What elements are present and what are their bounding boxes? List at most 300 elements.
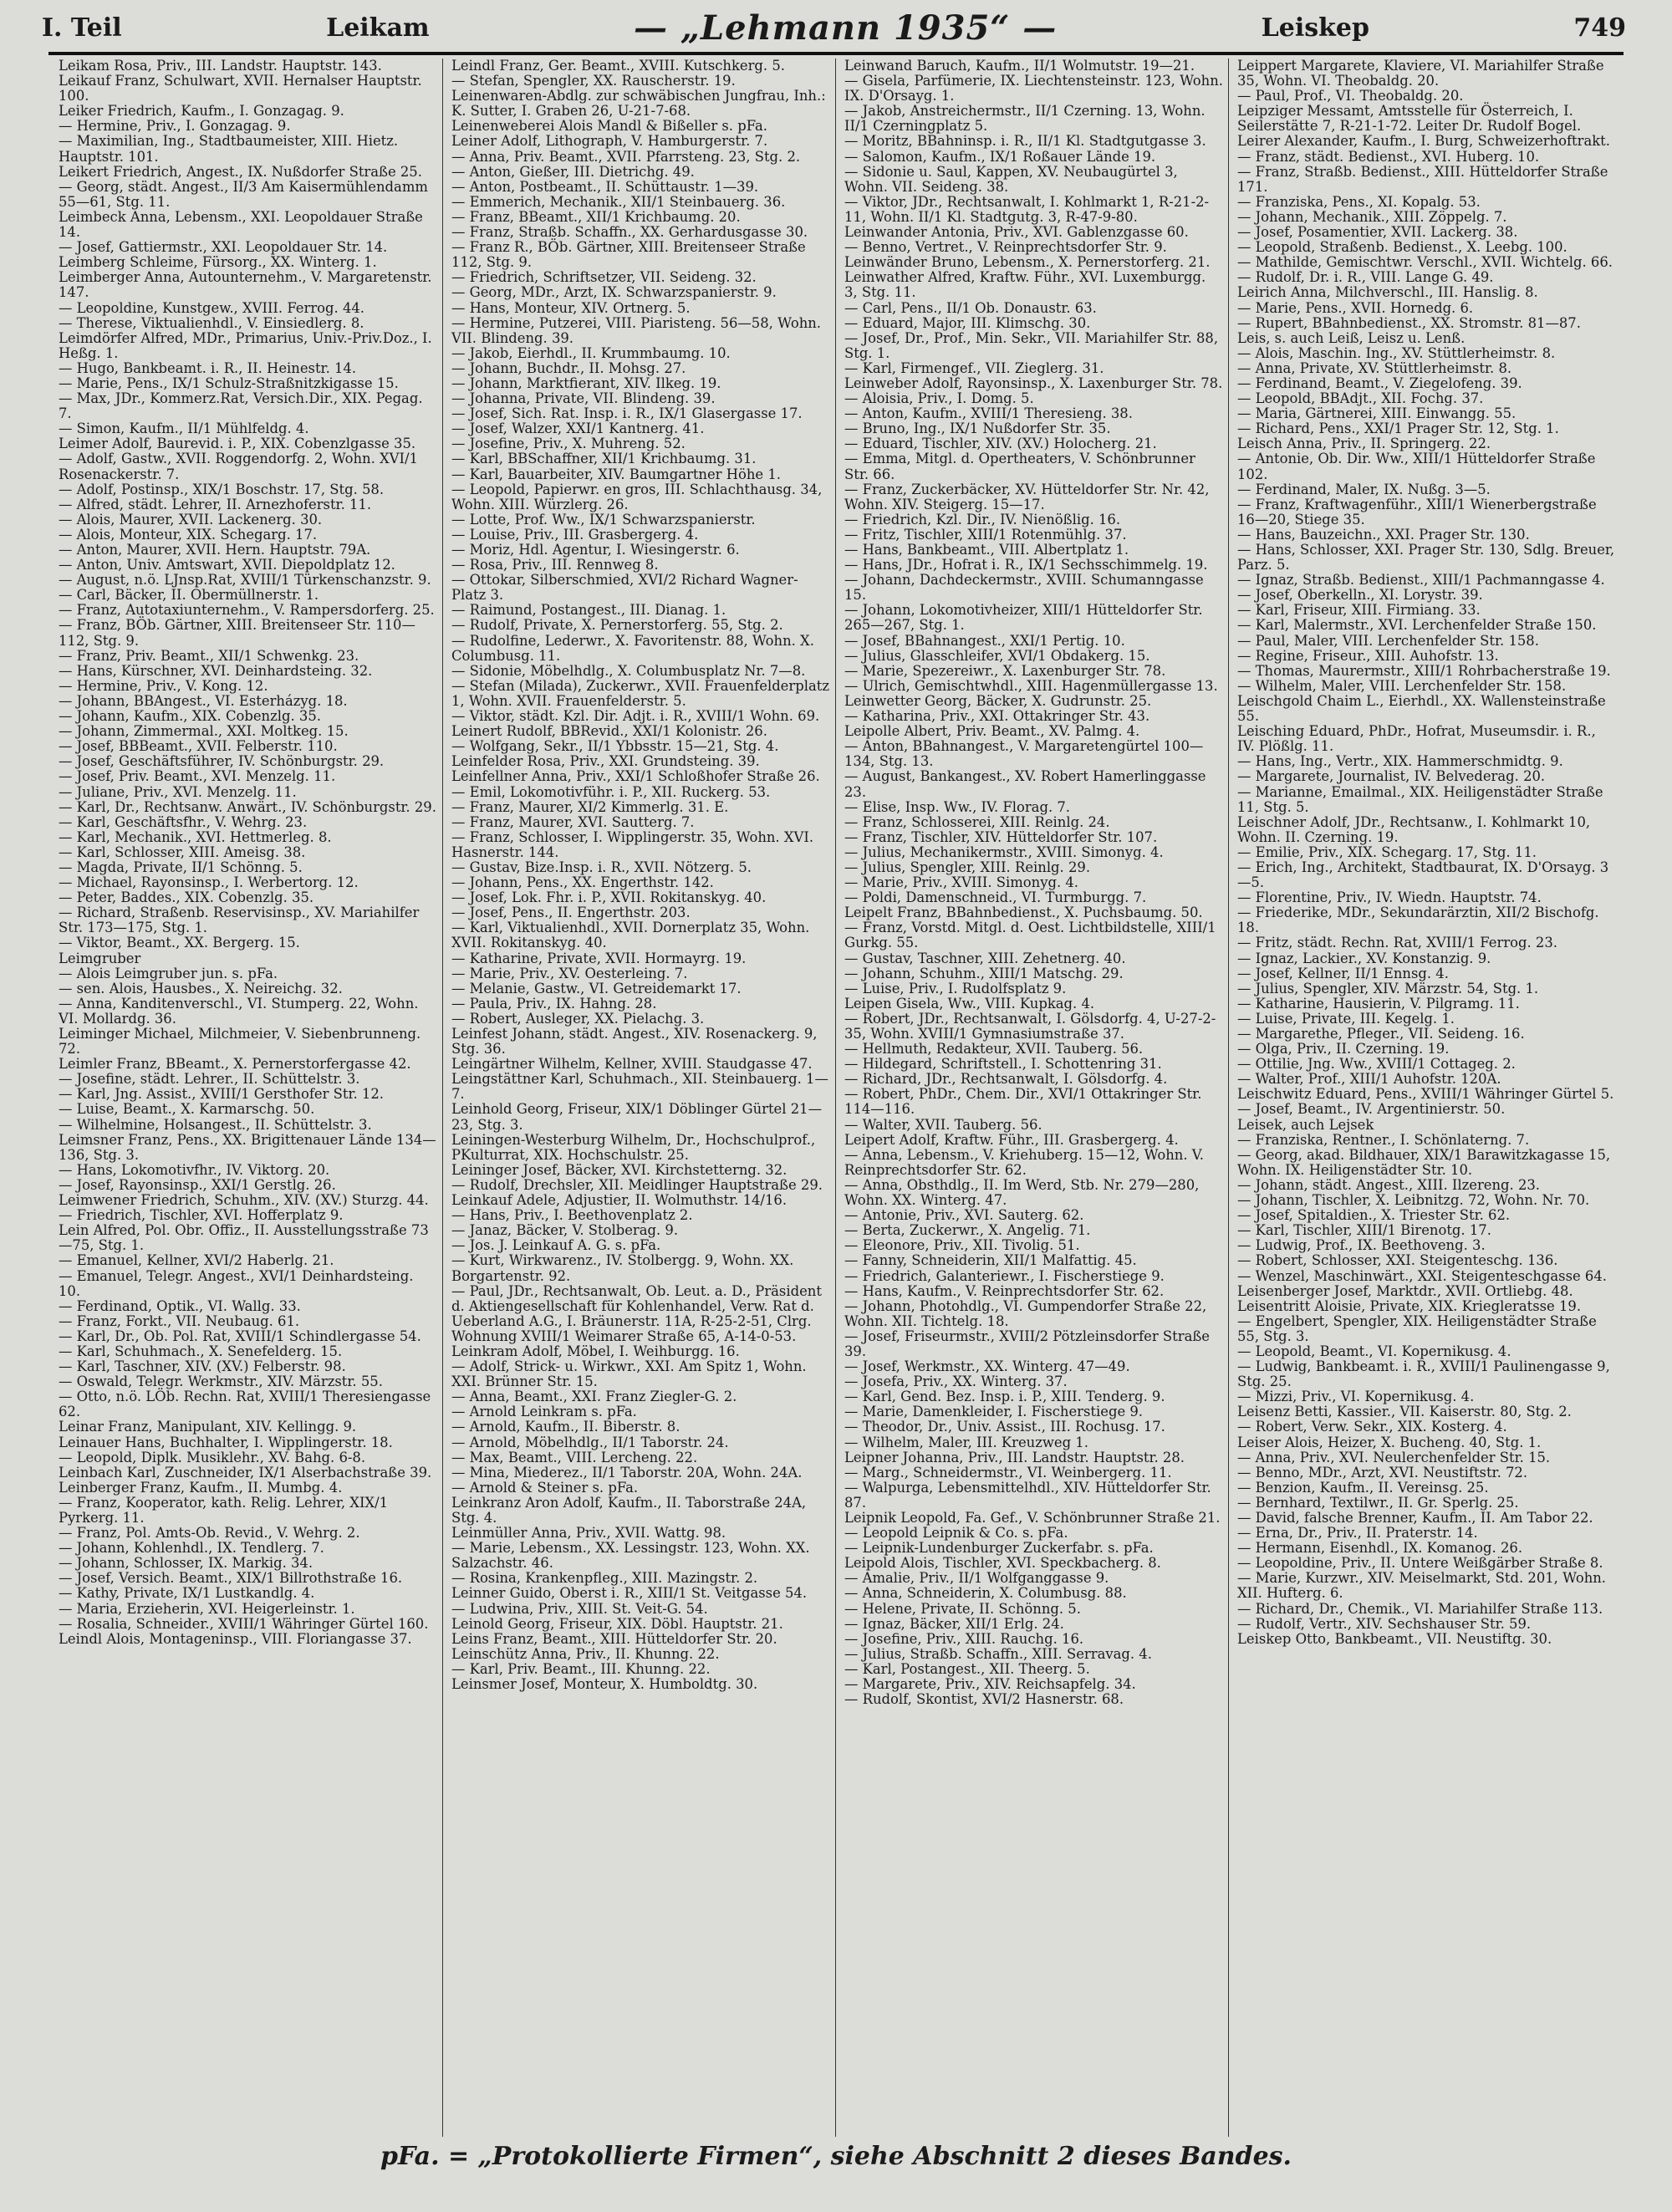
directory-entry: Leirer Alexander, Kaufm., I. Burg, Schweizerhoftrakt.: [1237, 133, 1610, 150]
directory-entry: — Marie, Kurzwr., XIV. Meiselmarkt, Std. 201, Wohn. XII. Hufterg. 6.: [1237, 1570, 1607, 1602]
directory-entry: Leipner Johanna, Priv., III. Landstr. Hauptstr. 28.: [844, 1449, 1185, 1465]
directory-entry: — Leopold, Diplk. Musiklehr., XV. Bahg. 6-8.: [59, 1449, 366, 1465]
directory-entry: — Max, JDr., Kommerz.Rat, Versich.Dir., XIX. Pegag. 7.: [59, 390, 423, 422]
directory-entry: — Luise, Priv., I. Rudolfsplatz 9.: [844, 980, 1067, 996]
directory-entry: — Johann, städt. Angest., XIII. Ilzereng. 23.: [1237, 1176, 1541, 1193]
directory-entry: — Louise, Priv., III. Grasbergerg. 4.: [451, 526, 699, 543]
directory-entry: — Anton, BBahnangest., V. Margaretengürtel 100—134, Stg. 13.: [844, 738, 1204, 770]
directory-entry: Leinweber Adolf, Rayonsinsp., X. Laxenburger Str. 78.: [844, 375, 1223, 391]
directory-entry: Leinwander Antonia, Priv., XVI. Gablenzgasse 60.: [844, 224, 1189, 241]
directory-entry: Leiner Adolf, Lithograph, V. Hamburgerstr. 7.: [451, 133, 768, 150]
directory-entry: — Josef, Sich. Rat. Insp. i. R., IX/1 Glasergasse 17.: [451, 405, 803, 422]
directory-entry: — Josef, BBBeamt., XVII. Felberstr. 110.: [59, 738, 338, 755]
directory-entry: — Erna, Dr., Priv., II. Praterstr. 14.: [1237, 1525, 1478, 1542]
directory-entry: — Georg, städt. Angest., II/3 Am Kaisermühlendamm 55—61, Stg. 11.: [59, 178, 428, 210]
directory-entry: — Luise, Private, III. Kegelg. 1.: [1237, 1010, 1455, 1027]
directory-entry: — sen. Alois, Hausbes., X. Neireichg. 32.: [59, 980, 343, 996]
header-rule: [48, 52, 1624, 55]
directory-entry: — Maximilian, Ing., Stadtbaumeister, XIII. Hietz. Hauptstr. 101.: [59, 133, 399, 165]
directory-entry: — Franz, Forkt., VII. Neubaug. 61.: [59, 1312, 300, 1329]
directory-entry: — Jakob, Eierhdl., II. Krummbaumg. 10.: [451, 344, 731, 361]
directory-entry: — Franz, Kraftwagenführ., XIII/1 Wienerbergstraße 16—20, Stiege 35.: [1237, 496, 1597, 528]
directory-entry: Leirich Anna, Milchverschl., III. Hanslig. 8.: [1237, 284, 1538, 301]
directory-entry: Leindl Franz, Ger. Beamt., XVIII. Kutschkerg. 5.: [451, 59, 785, 74]
directory-entry: — Marie, Priv., XV. Oesterleing. 7.: [451, 965, 688, 981]
directory-entry: — Josef, Lok. Fhr. i. P., XVII. Rokitanskyg. 40.: [451, 889, 767, 906]
directory-entry: — Stefan, Spengler, XX. Rauscherstr. 19.: [451, 73, 736, 89]
directory-entry: — Hildegard, Schriftstell., I. Schottenring 31.: [844, 1056, 1162, 1073]
directory-entry: Leipnik Leopold, Fa. Gef., V. Schönbrunner Straße 21.: [844, 1510, 1221, 1526]
directory-entry: Leimberg Schleime, Fürsorg., XX. Winterg. 1.: [59, 254, 377, 271]
directory-entry: — Robert, Verw. Sekr., XIX. Kosterg. 4.: [1237, 1419, 1507, 1435]
directory-entry: — Anton, Univ. Amtswart, XVII. Diepoldplatz 12.: [59, 557, 395, 573]
directory-entry: — Ottilie, Jng. Ww., XVIII/1 Cottageg. 2.: [1237, 1056, 1516, 1073]
directory-entry: — Hans, Schlosser, XXI. Prager Str. 130, Sdlg. Breuer, Parz. 5.: [1237, 542, 1615, 573]
directory-entry: — Anton, Postbeamt., II. Schüttaustr. 1—39.: [451, 178, 759, 195]
directory-entry: — Anna, Beamt., XXI. Franz Ziegler-G. 2.: [451, 1389, 737, 1405]
directory-entry: — Wilhelm, Maler, III. Kreuzweg 1.: [844, 1434, 1088, 1450]
directory-entry: — Walter, XVII. Tauberg. 56.: [844, 1116, 1042, 1133]
directory-entry: — Raimund, Postangest., III. Dianag. 1.: [451, 602, 726, 619]
directory-entry: — Josefine, Priv., XIII. Rauchg. 16.: [844, 1630, 1084, 1647]
directory-entry: — Franz, Zuckerbäcker, XV. Hütteldorfer Str. Nr. 42, Wohn. XIV. Steigerg. 15—17.: [844, 481, 1210, 512]
directory-entry: — Franziska, Rentner., I. Schönlaterng. 7.: [1237, 1131, 1530, 1148]
directory-entry: — Hugo, Bankbeamt. i. R., II. Heinestr. 14.: [59, 359, 357, 376]
directory-entry: — Franz, Pol. Amts-Ob. Revid., V. Wehrg. 2.: [59, 1525, 360, 1542]
directory-entry: — Viktor, JDr., Rechtsanwalt, I. Kohlmarkt 1, R-21-2-11, Wohn. II/1 Kl. Stadtgutg. 3, R-47-9-80.: [844, 193, 1210, 225]
directory-entry: — Hans, Lokomotivfhr., IV. Viktorg. 20.: [59, 1161, 330, 1178]
directory-entry: — Georg, akad. Bildhauer, XIX/1 Barawitzkagasse 15, Wohn. IX. Heiligenstädter Str. 10.: [1237, 1146, 1611, 1178]
directory-entry: — Kathy, Private, IX/1 Lustkandlg. 4.: [59, 1585, 315, 1602]
directory-entry: — Hermine, Priv., V. Kong. 12.: [59, 677, 268, 694]
directory-entry: — Johann, Photohdlg., VI. Gumpendorfer Straße 22, Wohn. XII. Tichtelg. 18.: [844, 1297, 1207, 1329]
directory-entry: — Hans, Kaufm., V. Reinprechtsdorfer Str. 62.: [844, 1282, 1165, 1299]
directory-entry: — Georg, MDr., Arzt, IX. Schwarzspanierstr. 9.: [451, 284, 777, 301]
directory-entry: — Amalie, Priv., II/1 Wolfganggasse 9.: [844, 1570, 1109, 1587]
directory-entry: — Magda, Private, II/1 Schönng. 5.: [59, 859, 303, 875]
directory-entry: Leinner Guido, Oberst i. R., XIII/1 St. Veitgasse 54.: [451, 1585, 808, 1602]
directory-entry: — Anna, Private, XV. Stüttlerheimstr. 8.: [1237, 359, 1512, 376]
directory-entry: — Hans, Bankbeamt., VIII. Albertplatz 1.: [844, 542, 1129, 558]
column-4: [1236, 59, 1622, 2137]
directory-entry: — Josef, Posamentier, XVII. Lackerg. 38.: [1237, 224, 1518, 241]
directory-entry: — Bruno, Ing., IX/1 Nußdorfer Str. 35.: [844, 420, 1111, 437]
directory-entry: — Robert, Ausleger, XX. Pielachg. 3.: [451, 1010, 705, 1027]
directory-entry: — David, falsche Brenner, Kaufm., II. Am Tabor 22.: [1237, 1510, 1593, 1526]
directory-entry: Leinwänder Bruno, Lebensm., X. Pernerstorferg. 21.: [844, 254, 1211, 271]
directory-entry: — Wilhelmine, Holsangest., II. Schüttelstr. 3.: [59, 1116, 372, 1133]
directory-entry: — Franz, Priv. Beamt., XII/1 Schwenkg. 23.: [59, 647, 359, 664]
directory-entry: — Mina, Miederez., II/1 Taborstr. 20A, Wohn. 24A.: [451, 1464, 803, 1481]
directory-entry: — Olga, Priv., II. Czerning. 19.: [1237, 1041, 1450, 1058]
directory-entry: — Simon, Kaufm., II/1 Mühlfeldg. 4.: [59, 420, 309, 437]
directory-entry: — Ignaz, Bäcker, XII/1 Erlg. 24.: [844, 1615, 1064, 1632]
directory-entry: — Richard, Pens., XXI/1 Prager Str. 12, Stg. 1.: [1237, 420, 1559, 437]
directory-entry: — Johann, Dachdeckermstr., XVIII. Schumanngasse 15.: [844, 572, 1204, 604]
directory-entry: Leimbeck Anna, Lebensm., XXI. Leopoldauer Straße 14.: [59, 208, 423, 241]
directory-entry: — Johann, Zimmermal., XXI. Moltkeg. 15.: [59, 723, 349, 740]
directory-entry: — Josef, Spitaldien., X. Triester Str. 62.: [1237, 1207, 1511, 1224]
directory-entry: Leisch Anna, Priv., II. Springerg. 22.: [1237, 436, 1491, 452]
directory-entry: — Maria, Erzieherin, XVI. Heigerleinstr. 1.: [59, 1600, 355, 1617]
directory-entry: — Paul, Prof., VI. Theobaldg. 20.: [1237, 88, 1464, 104]
directory-entry: Leinert Rudolf, BBRevid., XXI/1 Kolonistr. 26.: [451, 723, 767, 740]
directory-entry: — Rudolf, Skontist, XVI/2 Hasnerstr. 68.: [844, 1691, 1124, 1708]
directory-entry: — Karl, Taschner, XIV. (XV.) Felberstr. 98.: [59, 1358, 346, 1375]
directory-entry: — Hermine, Putzerei, VIII. Piaristeng. 56—58, Wohn. VII. Blindeng. 39.: [451, 314, 822, 346]
directory-entry: — Josef, BBahnangest., XXI/1 Pertig. 10.: [844, 632, 1125, 649]
directory-entry: Leipold Alois, Tischler, XVI. Speckbacherg. 8.: [844, 1555, 1161, 1572]
directory-entry: Leischwitz Eduard, Pens., XVIII/1 Währinger Gürtel 5.: [1237, 1086, 1614, 1103]
directory-entry: Leinwather Alfred, Kraftw. Führ., XVI. Luxemburgg. 3, Stg. 11.: [844, 269, 1206, 301]
directory-entry: Leinberger Franz, Kaufm., II. Mumbg. 4.: [59, 1479, 343, 1496]
directory-entry: — Karl, Viktualienhdl., XVII. Dornerplatz 35, Wohn. XVII. Rokitanskyg. 40.: [451, 920, 810, 951]
directory-entry: Lein Alfred, Pol. Obr. Offiz., II. Ausstellungsstraße 73—75, Stg. 1.: [59, 1222, 429, 1254]
directory-entry: — Franz, Straßb. Bedienst., XIII. Hütteldorfer Straße 171.: [1237, 163, 1608, 195]
directory-entry: — Ferdinand, Optik., VI. Wallg. 33.: [59, 1297, 301, 1314]
page-header: [42, 7, 1626, 48]
directory-entry: — Katharine, Hausierin, V. Pilgramg. 11.: [1237, 995, 1520, 1012]
directory-entry: — Theodor, Dr., Univ. Assist., III. Rochusg. 17.: [844, 1419, 1165, 1435]
directory-entry: — Mathilde, Gemischtwr. Verschl., XVII. Wichtelg. 66.: [1237, 254, 1613, 271]
directory-entry: — Ludwig, Prof., IX. Beethoveng. 3.: [1237, 1237, 1486, 1254]
directory-entry: — Karl, Firmengef., VII. Zieglerg. 31.: [844, 359, 1104, 376]
directory-entry: — Hermine, Priv., I. Gonzagag. 9.: [59, 118, 291, 135]
directory-entry: — Rudolf, Dr. i. R., VIII. Lange G. 49.: [1237, 269, 1494, 286]
directory-entry: — Karl, Gend. Bez. Insp. i. P., XIII. Tenderg. 9.: [844, 1389, 1165, 1405]
directory-entry: Leisek, auch Lejsek: [1237, 1116, 1374, 1133]
directory-entry: — Franz, Maurer, XI/2 Kimmerlg. 31. E.: [451, 798, 729, 815]
directory-entry: — Alois, Maurer, XVII. Lackenerg. 30.: [59, 511, 323, 528]
header-part: I. Teil: [42, 13, 122, 43]
directory-entry: Leippert Margarete, Klaviere, VI. Mariahilfer Straße 35, Wohn. VI. Theobaldg. 20.: [1237, 59, 1604, 89]
directory-entry: — Anton, Gießer, III. Dietrichg. 49.: [451, 163, 695, 180]
directory-entry: — Josef, Pens., II. Engerthstr. 203.: [451, 905, 691, 921]
directory-entry: — Therese, Viktualienhdl., V. Einsiedlerg. 8.: [59, 314, 364, 331]
directory-entry: Leingstättner Karl, Schuhmach., XII. Steinbauerg. 1—7.: [451, 1071, 828, 1103]
directory-entry: Leikert Friedrich, Angest., IX. Nußdorfer Straße 25.: [59, 163, 422, 180]
directory-entry: — Eduard, Tischler, XIV. (XV.) Holocherg. 21.: [844, 436, 1157, 452]
directory-entry: — Ludwina, Priv., XIII. St. Veit-G. 54.: [451, 1600, 708, 1617]
directory-entry: — Ferdinand, Maler, IX. Nußg. 3—5.: [1237, 481, 1491, 497]
directory-entry: — Rosalia, Schneider., XVIII/1 Währinger Gürtel 160.: [59, 1615, 429, 1632]
directory-entry: — Leopoldine, Priv., II. Untere Weißgärber Straße 8.: [1237, 1555, 1603, 1572]
directory-entry: Leimsner Franz, Pens., XX. Brigittenauer Lände 134—136, Stg. 3.: [59, 1131, 436, 1163]
directory-entry: Leischgold Chaim L., Eierhdl., XX. Wallensteinstraße 55.: [1237, 692, 1606, 725]
directory-entry: — Benno, MDr., Arzt, XVI. Neustiftstr. 72.: [1237, 1464, 1528, 1481]
directory-entry: Leinkranz Aron Adolf, Kaufm., II. Taborstraße 24A, Stg. 4.: [451, 1494, 807, 1526]
directory-entry: — Hellmuth, Redakteur, XVII. Tauberg. 56.: [844, 1041, 1144, 1058]
directory-entry: — Franziska, Pens., XI. Kopalg. 53.: [1237, 193, 1481, 210]
directory-entry: — Elise, Insp. Ww., IV. Florag. 7.: [844, 798, 1071, 815]
directory-entry: — Anna, Priv. Beamt., XVII. Pfarrsteng. 23, Stg. 2.: [451, 148, 801, 165]
directory-entry: — Karl, Malermstr., XVI. Lerchenfelder Straße 150.: [1237, 617, 1597, 634]
directory-entry: — Alois, Monteur, XIX. Schegarg. 17.: [59, 526, 318, 543]
directory-entry: — Josef, Rayonsinsp., XXI/1 Gerstlg. 26.: [59, 1176, 336, 1193]
directory-entry: — Arnold, Möbelhdlg., II/1 Taborstr. 24.: [451, 1434, 729, 1450]
directory-entry: — Karl, BBSchaffner, XII/1 Krichbaumg. 31.: [451, 451, 757, 467]
directory-entry: — Benzion, Kaufm., II. Vereinsg. 25.: [1237, 1479, 1489, 1496]
directory-entry: — Sidonie, Möbelhdlg., X. Columbusplatz Nr. 7—8.: [451, 662, 806, 679]
directory-entry: — Fritz, städt. Rechn. Rat, XVIII/1 Ferrog. 23.: [1237, 935, 1557, 951]
directory-entry: — Paul, Maler, VIII. Lerchenfelder Str. 158.: [1237, 632, 1539, 649]
header-left-word: Leikam: [326, 13, 430, 43]
directory-entry: — Eduard, Major, III. Klimschg. 30.: [844, 314, 1091, 331]
directory-entry: — Margarethe, Pfleger., VII. Seideng. 16.: [1237, 1026, 1525, 1042]
directory-entry: Leipziger Messamt, Amtsstelle für Österreich, I. Seilerstätte 7, R-21-1-72. Leiter Dr. Rudolf Bogel.: [1237, 103, 1582, 135]
directory-entry: — Peter, Baddes., XIX. Cobenzlg. 35.: [59, 889, 314, 906]
directory-entry: — Anna, Obsthdlg., II. Im Werd, Stb. Nr. 279—280, Wohn. XX. Winterg. 47.: [844, 1176, 1200, 1209]
directory-entry: — Franz, Schlosserei, XIII. Reinlg. 24.: [844, 813, 1110, 830]
directory-entry: — Oswald, Telegr. Werkmstr., XIV. Märzstr. 55.: [59, 1374, 383, 1390]
directory-entry: — Leopoldine, Kunstgew., XVIII. Ferrog. 44.: [59, 299, 365, 316]
directory-entry: Leis, s. auch Leiß, Leisz u. Lenß.: [1237, 329, 1466, 346]
directory-entry: — Mizzi, Priv., VI. Kopernikusg. 4.: [1237, 1389, 1475, 1405]
column-1: [57, 59, 443, 2137]
directory-entry: Leindl Alois, Montageninsp., VIII. Floriangasse 37.: [59, 1630, 412, 1647]
directory-entry: — Sidonie u. Saul, Kappen, XV. Neubaugürtel 3, Wohn. VII. Seideng. 38.: [844, 163, 1178, 195]
directory-entry: — Hans, Priv., I. Beethovenplatz 2.: [451, 1207, 693, 1224]
directory-entry: — Karl, Jng. Assist., XVIII/1 Gersthofer Str. 12.: [59, 1086, 384, 1103]
directory-entry: — Adolf, Postinsp., XIX/1 Boschstr. 17, Stg. 58.: [59, 481, 385, 497]
header-title: — „Lehmann 1935“ —: [634, 8, 1058, 48]
directory-entry: — Emilie, Priv., XIX. Schegarg. 17, Stg. 11.: [1237, 844, 1537, 860]
directory-entry: Leinwand Baruch, Kaufm., II/1 Wolmutstr. 19—21.: [844, 59, 1195, 74]
directory-entry: — Moritz, BBahninsp. i. R., II/1 Kl. Stadtgutgasse 3.: [844, 133, 1206, 150]
directory-entry: — Poldi, Damenschneid., VI. Turmburgg. 7.: [844, 889, 1147, 906]
directory-entry: — Leopold, Straßenb. Bedienst., X. Leebg. 100.: [1237, 239, 1568, 256]
directory-entry: — Wolfgang, Sekr., II/1 Ybbsstr. 15—21, Stg. 4.: [451, 738, 779, 755]
column-2: [450, 59, 836, 2137]
directory-entry: — Richard, Dr., Chemik., VI. Mariahilfer Straße 113.: [1237, 1600, 1603, 1617]
directory-entry: — Hermann, Eisenhdl., IX. Komanog. 26.: [1237, 1540, 1523, 1557]
directory-entry: — Richard, Straßenb. Reservisinsp., XV. Mariahilfer Str. 173—175, Stg. 1.: [59, 905, 420, 936]
column-3: [843, 59, 1229, 2137]
directory-entry: — Paul, JDr., Rechtsanwalt, Ob. Leut. a. D., Präsident d. Aktiengesellschaft für Kohlenhandel, Verw. Rat d. Ueberland A.G., I. Bräunerstr. 11A, R-25-2-51, Clrg. Wohnung XVIII/1 Weimarer Straße 65, A-14-0-53.: [451, 1282, 822, 1344]
directory-entry: — Karl, Schuhmach., X. Senefelderg. 15.: [59, 1343, 343, 1359]
header-right-word: Leiskep: [1261, 13, 1369, 43]
columns-container: [57, 59, 1622, 2137]
directory-entry: — Karl, Bauarbeiter, XIV. Baumgartner Höhe 1.: [451, 466, 781, 482]
directory-entry: — Emil, Lokomotivführ. i. P., XII. Ruckerg. 53.: [451, 783, 771, 800]
directory-entry: — Marie, Lebensm., XX. Lessingstr. 123, Wohn. XX. Salzachstr. 46.: [451, 1540, 810, 1572]
directory-entry: — Franz, Kooperator, kath. Relig. Lehrer, XIX/1 Pyrkerg. 11.: [59, 1494, 389, 1526]
directory-entry: — Maria, Gärtnerei, XIII. Einwangg. 55.: [1237, 405, 1517, 422]
directory-entry: Leischner Adolf, JDr., Rechtsanw., I. Kohlmarkt 10, Wohn. II. Czerning. 19.: [1237, 813, 1591, 845]
directory-entry: — Alois, Maschin. Ing., XV. Stüttlerheimstr. 8.: [1237, 344, 1556, 361]
directory-entry: — Ferdinand, Beamt., V. Ziegelofeng. 39.: [1237, 375, 1522, 391]
directory-entry: — Anna, Schneiderin, X. Columbusg. 88.: [844, 1585, 1127, 1602]
directory-entry: — Friedrich, Galanteriewr., I. Fischerstiege 9.: [844, 1267, 1165, 1284]
directory-entry: Leinschütz Anna, Priv., II. Khunng. 22.: [451, 1645, 720, 1662]
directory-entry: Leinkauf Adele, Adjustier, II. Wolmuthstr. 14/16.: [451, 1192, 788, 1209]
directory-entry: Leinsmer Josef, Monteur, X. Humboldtg. 30.: [451, 1676, 758, 1693]
directory-entry: — Lotte, Prof. Ww., IX/1 Schwarzspanierstr.: [451, 511, 756, 528]
directory-entry: — Friedrich, Tischler, XVI. Hofferplatz 9.: [59, 1207, 344, 1224]
directory-entry: — Franz, städt. Bedienst., XVI. Huberg. 10.: [1237, 148, 1540, 165]
directory-entry: Leimler Franz, BBeamt., X. Pernerstorfergasse 42.: [59, 1056, 411, 1073]
directory-entry: — Julius, Straßb. Schaffn., XIII. Serravag. 4.: [844, 1645, 1152, 1662]
directory-entry: — Julius, Mechanikermstr., XVIII. Simonyg. 4.: [844, 844, 1164, 860]
directory-entry: — Alfred, städt. Lehrer, II. Arnezhoferstr. 11.: [59, 496, 372, 512]
directory-entry: — Regine, Friseur., XIII. Auhofstr. 13.: [1237, 647, 1499, 664]
directory-entry: — Franz, Schlosser, I. Wipplingerstr. 35, Wohn. XVI. Hasnerstr. 144.: [451, 828, 814, 860]
directory-entry: — Berta, Zuckerwr., X. Angelig. 71.: [844, 1222, 1091, 1239]
directory-entry: Leininger Josef, Bäcker, XVI. Kirchstetterng. 32.: [451, 1161, 788, 1178]
directory-entry: — Johann, Marktfierant, XIV. Ilkeg. 19.: [451, 375, 721, 391]
directory-entry: — Katharine, Private, XVII. Hormayrg. 19.: [451, 950, 747, 966]
directory-entry: — Josef, Gattiermstr., XXI. Leopoldauer Str. 14.: [59, 239, 388, 256]
directory-entry: — Arnold, Kaufm., II. Biberstr. 8.: [451, 1419, 681, 1435]
directory-entry: Leinwetter Georg, Bäcker, X. Gudrunstr. 25.: [844, 692, 1152, 709]
directory-entry: — Franz, Maurer, XVI. Sautterg. 7.: [451, 813, 695, 830]
directory-entry: — Karl, Postangest., XII. Theerg. 5.: [844, 1660, 1090, 1677]
directory-entry: — Florentine, Priv., IV. Wiedn. Hauptstr. 74.: [1237, 889, 1542, 906]
directory-entry: — Adolf, Gastw., XVII. Roggendorfg. 2, Wohn. XVI/1 Rosenackerstr. 7.: [59, 451, 418, 482]
directory-entry: — Thomas, Maurermstr., XIII/1 Rohrbacherstraße 19.: [1237, 662, 1611, 679]
directory-entry: Leipen Gisela, Ww., VIII. Kupkag. 4.: [844, 995, 1095, 1012]
directory-entry: — Salomon, Kaufm., IX/1 Roßauer Lände 19.: [844, 148, 1156, 165]
directory-entry: — Johann, Pens., XX. Engerthstr. 142.: [451, 874, 714, 891]
directory-entry: — Otto, n.ö. LÖb. Rechn. Rat, XVIII/1 Theresiengasse 62.: [59, 1389, 431, 1420]
directory-entry: — Josef, Werkmstr., XX. Winterg. 47—49.: [844, 1358, 1130, 1375]
directory-entry: — Katharina, Priv., XXI. Ottakringer Str. 43.: [844, 708, 1150, 725]
directory-entry: — Emma, Mitgl. d. Opertheaters, V. Schönbrunner Str. 66.: [844, 451, 1195, 482]
directory-entry: — Josefa, Priv., XX. Winterg. 37.: [844, 1374, 1068, 1390]
directory-entry: — Marie, Priv., XVIII. Simonyg. 4.: [844, 874, 1079, 891]
directory-entry: — Julius, Spengler, XIII. Reinlg. 29.: [844, 859, 1091, 875]
directory-entry: — Karl, Tischler, XIII/1 Birenotg. 17.: [1237, 1222, 1491, 1239]
directory-entry: — Josef, Priv. Beamt., XVI. Menzelg. 11.: [59, 768, 336, 785]
directory-entry: — Walpurga, Lebensmittelhdl., XIV. Hütteldorfer Str. 87.: [844, 1479, 1211, 1511]
directory-entry: — Marg., Schneidermstr., VI. Weinbergerg. 11.: [844, 1464, 1172, 1481]
directory-entry: — Alois Leimgruber jun. s. pFa.: [59, 965, 278, 981]
directory-entry: — Emanuel, Telegr. Angest., XVI/1 Deinhardsteing. 10.: [59, 1267, 414, 1299]
directory-entry: — Josef, Oberkelln., XI. Lorystr. 39.: [1237, 587, 1483, 604]
directory-entry: — Janaz, Bäcker, V. Stolberag. 9.: [451, 1222, 679, 1239]
directory-entry: — Emmerich, Mechanik., XII/1 Steinbauerg. 36.: [451, 193, 786, 210]
directory-entry: Leisenberger Josef, Marktdr., XVII. Ortliebg. 48.: [1237, 1282, 1573, 1299]
directory-entry: — Josef, Geschäftsführer, IV. Schönburgstr. 29.: [59, 753, 385, 770]
directory-entry: — Jakob, Anstreichermstr., II/1 Czerning. 13, Wohn. II/1 Czerningplatz 5.: [844, 103, 1206, 135]
directory-entry: — Hans, JDr., Hofrat i. R., IX/1 Sechsschimmelg. 19.: [844, 557, 1208, 573]
directory-entry: — Ignaz, Straßb. Bedienst., XIII/1 Pachmanngasse 4.: [1237, 572, 1605, 589]
footer-note: pFa. = „Protokollierte Firmen“, siehe Abschnitt 2 dieses Bandes.: [380, 2142, 1292, 2171]
directory-entry: — Johann, Mechanik., XIII. Zöppelg. 7.: [1237, 208, 1507, 225]
directory-entry: — Erich, Ing., Architekt, Stadtbaurat, IX. D'Orsayg. 3—5.: [1237, 859, 1609, 891]
directory-entry: — Josefine, Priv., X. Muhreng. 52.: [451, 436, 686, 452]
directory-entry: Leingärtner Wilhelm, Kellner, XVIII. Staudgasse 47.: [451, 1056, 813, 1073]
directory-entry: Leinold Georg, Friseur, XIX. Döbl. Hauptstr. 21.: [451, 1615, 783, 1632]
directory-entry: — Ignaz, Lackier., XV. Konstanzig. 9.: [1237, 950, 1491, 966]
directory-entry: Leiminger Michael, Milchmeier, V. Siebenbrunneng. 72.: [59, 1026, 421, 1058]
directory-entry: — Johann, Tischler, X. Leibnitzg. 72, Wohn. Nr. 70.: [1237, 1192, 1590, 1209]
directory-entry: — Marie, Pens., IX/1 Schulz-Straßnitzkigasse 15.: [59, 375, 399, 391]
directory-entry: — Viktor, städt. Kzl. Dir. Adjt. i. R., XVIII/1 Wohn. 69.: [451, 708, 820, 725]
directory-entry: — Melanie, Gastw., VI. Getreidemarkt 17.: [451, 980, 742, 996]
directory-entry: — Franz, Straßb. Schaffn., XX. Gerhardusgasse 30.: [451, 224, 808, 241]
directory-entry: — Viktor, Beamt., XX. Bergerg. 15.: [59, 935, 300, 951]
directory-entry: Leins Franz, Beamt., XIII. Hütteldorfer Str. 20.: [451, 1630, 777, 1647]
directory-entry: — Anna, Lebensm., V. Kriehuberg. 15—12, Wohn. V. Reinprechtsdorfer Str. 62.: [844, 1146, 1204, 1178]
directory-entry: Leikam Rosa, Priv., III. Landstr. Hauptstr. 143.: [59, 59, 382, 74]
directory-entry: — Margarete, Journalist, IV. Belvederag. 20.: [1237, 768, 1546, 785]
directory-entry: — Hans, Bauzeichn., XXI. Prager Str. 130.: [1237, 526, 1530, 543]
directory-entry: — Johann, Kohlenhdl., IX. Tendlerg. 7.: [59, 1540, 324, 1557]
directory-entry: Leisentritt Aloisie, Private, XIX. Kriegleratsse 19.: [1237, 1297, 1582, 1314]
directory-entry: — Anton, Maurer, XVII. Hern. Hauptstr. 79A.: [59, 542, 371, 558]
directory-entry: Leimdörfer Alfred, MDr., Primarius, Univ.-Priv.Doz., I. Heßg. 1.: [59, 329, 432, 361]
directory-entry: Leinkram Adolf, Möbel, I. Weihburgg. 16.: [451, 1343, 740, 1359]
directory-entry: — Hans, Monteur, XIV. Ortnerg. 5.: [451, 299, 691, 316]
directory-entry: — Fritz, Tischler, XIII/1 Rotenmühlg. 37.: [844, 526, 1127, 543]
directory-entry: Leinfelder Rosa, Priv., XXI. Grundsteing. 39.: [451, 753, 760, 770]
directory-entry: — Franz R., BÖb. Gärtner, XIII. Breitenseer Straße 112, Stg. 9.: [451, 239, 806, 271]
directory-entry: Leiskep Otto, Bankbeamt., VII. Neustiftg. 30.: [1237, 1630, 1552, 1647]
directory-entry: — Ulrich, Gemischtwhdl., XIII. Hagenmüllergasse 13.: [844, 677, 1218, 694]
directory-entry: Leinhold Georg, Friseur, XIX/1 Döblinger Gürtel 21—23, Stg. 3.: [451, 1101, 822, 1133]
directory-entry: — Josef, Versich. Beamt., XIX/1 Billrothstraße 16.: [59, 1570, 403, 1587]
directory-entry: — Johann, Lokomotivheizer, XIII/1 Hütteldorfer Str. 265—267, Stg. 1.: [844, 602, 1203, 634]
directory-entry: — Bernhard, Textilwr., II. Gr. Sperlg. 25.: [1237, 1494, 1519, 1511]
directory-entry: — Fanny, Schneiderin, XII/1 Malfattig. 45.: [844, 1252, 1137, 1269]
directory-entry: — Leopold Leipnik & Co. s. pFa.: [844, 1525, 1068, 1542]
directory-entry: — Karl, Geschäftsfhr., V. Wehrg. 23.: [59, 813, 308, 830]
directory-entry: Leimgruber: [59, 950, 141, 966]
directory-entry: — Adolf, Strick- u. Wirkwr., XXI. Am Spitz 1, Wohn. XXI. Brünner Str. 15.: [451, 1358, 807, 1390]
directory-entry: — Rosina, Krankenpfleg., XIII. Mazingstr. 2.: [451, 1570, 758, 1587]
directory-entry: — Josef, Beamt., IV. Argentinierstr. 50.: [1237, 1101, 1506, 1118]
directory-entry: — Moriz, Hdl. Agentur, I. Wiesingerstr. 6.: [451, 542, 740, 558]
directory-entry: — Marianne, Emailmal., XIX. Heiligenstädter Straße 11, Stg. 5.: [1237, 783, 1603, 815]
directory-entry: — Paula, Priv., IX. Hahng. 28.: [451, 995, 657, 1012]
directory-entry: — Friedrich, Schriftsetzer, VII. Seideng. 32.: [451, 269, 757, 286]
directory-entry: — Leopold, Papierwr. en gros, III. Schlachthausg. 34, Wohn. XIII. Würzlerg. 26.: [451, 481, 823, 512]
directory-entry: — Ottokar, Silberschmied, XVI/2 Richard Wagner-Platz 3.: [451, 572, 798, 604]
directory-entry: — Franz, Autotaxiunternehm., V. Rampersdorferg. 25.: [59, 602, 435, 619]
directory-entry: — Josef, Dr., Prof., Min. Sekr., VII. Mariahilfer Str. 88, Stg. 1.: [844, 329, 1219, 361]
directory-entry: — Leopold, Beamt., VI. Kopernikusg. 4.: [1237, 1343, 1511, 1359]
directory-entry: — Wenzel, Maschinwärt., XXI. Steigenteschgasse 64.: [1237, 1267, 1607, 1284]
directory-entry: — Richard, JDr., Rechtsanwalt, I. Gölsdorfg. 4.: [844, 1071, 1168, 1088]
directory-entry: Leimer Adolf, Baurevid. i. P., XIX. Cobenzlgasse 35.: [59, 436, 416, 452]
directory-entry: Leinenwaren-Abdlg. zur schwäbischen Jungfrau, Inh.: K. Sutter, I. Graben 26, U-21-7-68.: [451, 88, 826, 120]
directory-entry: — Friederike, MDr., Sekundarärztin, XII/2 Bischofg. 18.: [1237, 905, 1599, 936]
directory-entry: — Josef, Kellner, II/1 Ennsg. 4.: [1237, 965, 1449, 981]
directory-entry: — Gisela, Parfümerie, IX. Liechtensteinstr. 123, Wohn. IX. D'Orsayg. 1.: [844, 73, 1223, 104]
directory-entry: — Franz, Vorstd. Mitgl. d. Oest. Lichtbildstelle, XIII/1 Gurkg. 55.: [844, 920, 1216, 951]
directory-entry: Leimberger Anna, Autounternehm., V. Margaretenstr. 147.: [59, 269, 432, 301]
directory-entry: — Johanna, Private, VII. Blindeng. 39.: [451, 390, 716, 407]
directory-entry: — Carl, Bäcker, II. Obermüllnerstr. 1.: [59, 587, 319, 604]
directory-entry: — Marie, Pens., XVII. Hornedg. 6.: [1237, 299, 1474, 316]
directory-entry: — Max, Beamt., VIII. Lercheng. 22.: [451, 1449, 698, 1465]
directory-entry: — Josefine, städt. Lehrer., II. Schüttelstr. 3.: [59, 1071, 360, 1088]
directory-entry: — Julius, Spengler, XIV. Märzstr. 54, Stg. 1.: [1237, 980, 1539, 996]
directory-entry: — Antonie, Ob. Dir. Ww., XIII/1 Hütteldorfer Straße 102.: [1237, 451, 1596, 482]
directory-entry: — Michael, Rayonsinsp., I. Werbertorg. 12.: [59, 874, 359, 891]
directory-entry: Leisching Eduard, PhDr., Hofrat, Museumsdir. i. R., IV. Plößlg. 11.: [1237, 723, 1596, 755]
directory-entry: — Kurt, Wirkwarenz., IV. Stolbergg. 9, Wohn. XX. Borgartenstr. 92.: [451, 1252, 794, 1284]
directory-entry: — Karl, Priv. Beamt., III. Khunng. 22.: [451, 1660, 711, 1677]
directory-entry: — Juliane, Priv., XVI. Menzelg. 11.: [59, 783, 297, 800]
directory-entry: — Leopold, BBAdjt., XII. Fochg. 37.: [1237, 390, 1484, 407]
directory-entry: — Gustav, Taschner, XIII. Zehetnerg. 40.: [844, 950, 1126, 966]
directory-entry: — Rudolf, Drechsler, XII. Meidlinger Hauptstraße 29.: [451, 1176, 823, 1193]
directory-entry: — Josef, Friseurmstr., XVIII/2 Pötzleinsdorfer Straße 39.: [844, 1328, 1210, 1359]
directory-entry: Leisenz Betti, Kassier., VII. Kaiserstr. 80, Stg. 2.: [1237, 1404, 1572, 1420]
directory-entry: Leinfest Johann, städt. Angest., XIV. Rosenackerg. 9, Stg. 36.: [451, 1026, 818, 1058]
